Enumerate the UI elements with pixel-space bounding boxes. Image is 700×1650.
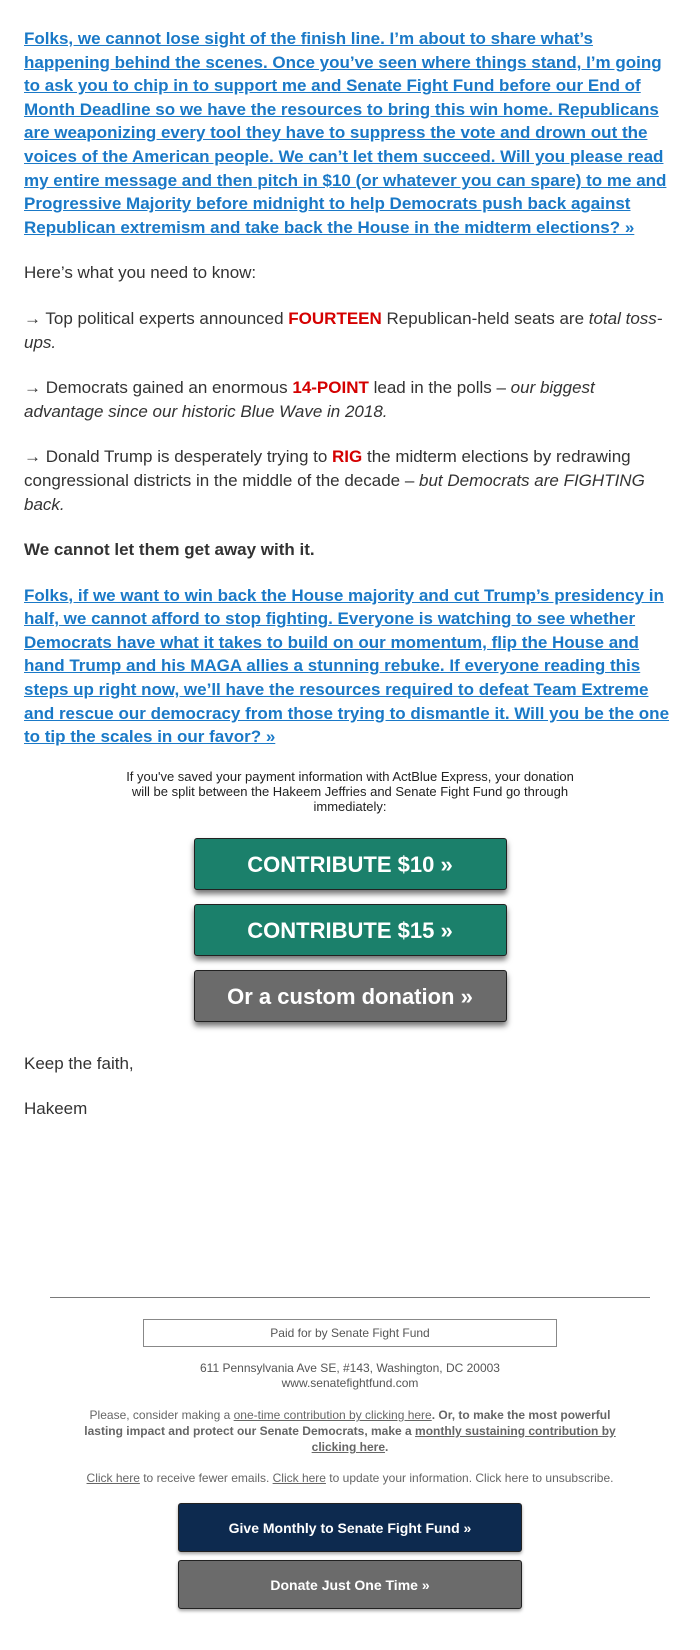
point-2-before: → Democrats gained an enormous [24,378,293,398]
point-3-highlight: RIG [332,447,363,467]
need-to-know-text: Here’s what you need to know: [24,263,257,283]
ask-mid: . Or, to make the most powerful lasting impact and protect our Senate Democrats, make a [84,1408,611,1438]
point-2-highlight: 14-POINT [292,378,369,398]
point-3-before: → Donald Trump is desperately trying to [24,447,333,467]
point-3-after: the midterm elections by redrawing congressional districts in the middle of the decade – [24,447,631,490]
email-body [24,27,676,1121]
donate-one-time-button[interactable]: Donate Just One Time » [178,1560,522,1609]
signoff-text: Keep the faith, [24,1053,134,1073]
footer-address-block [50,1361,650,1391]
cannot-let-them-text: We cannot let them get away with it. [24,540,315,560]
point-2-after: lead in the polls – [368,378,511,398]
fewer-emails-link[interactable]: Click here [86,1471,140,1485]
give-monthly-button[interactable]: Give Monthly to Senate Fight Fund » [178,1503,522,1552]
point-1-after: Republican-held seats are [381,308,589,328]
ask-end: . [385,1440,389,1454]
ask-prefix: Please, consider making a [89,1408,234,1422]
paid-for-box: Paid for by Senate Fight Fund [143,1319,557,1347]
contribute-10-button[interactable]: CONTRIBUTE $10 » [194,838,507,890]
point-2-italic: our biggest advantage since our historic Blue Wave in 2018. [24,378,595,421]
point-1-italic: total toss-ups. [24,308,663,352]
point-3-italic: but Democrats are FIGHTING back. [24,470,645,514]
point-1-highlight: FOURTEEN [288,308,382,328]
custom-donation-button[interactable]: Or a custom donation » [194,970,507,1022]
footer-website: www.senatefightfund.com [281,1376,419,1390]
update-info-text: to update your information. Click here to unsubscribe. [325,1471,614,1485]
monthly-contribution-link[interactable]: monthly sustaining contribution by clicking here [311,1424,616,1454]
one-time-contribution-link[interactable]: one-time contribution by clicking here [233,1408,432,1422]
footer-address: 611 Pennsylvania Ave SE, #143, Washington, DC 20003 [200,1361,500,1375]
point-rig-midterms [24,445,676,516]
second-donate-link[interactable]: Folks, if we want to win back the House majority and cut Trump’s presidency in half, we cannot afford to stop fighting. Everyone is watching to see whether Democrats have what it takes to build on our momentum, flip the House and hand Trump and his MAGA allies a stunning rebuke. If everyone reading this steps up right now, we’ll have the resources required to defeat Team Extreme and rescue our democracy from those trying to dismantle it. Will you be the one to tip the scales in our favor? » [24,585,670,747]
point-fourteen-point-lead [24,376,676,423]
signature-text: Hakeem [24,1099,88,1119]
footer-divider [50,1297,650,1298]
point-1-before: → Top political experts announced [24,308,289,328]
email-preferences-line [50,1471,650,1486]
update-info-link[interactable]: Click here [272,1471,326,1485]
point-fourteen-seats [24,307,676,354]
footer-contribution-ask [70,1407,630,1455]
email-footer [50,1297,650,1609]
actblue-express-note: If you've saved your payment information with ActBlue Express, your donation will be split between the Hakeem Jeffries and Senate Fight Fund go through immediately: [126,768,574,814]
contribute-15-button[interactable]: CONTRIBUTE $15 » [194,904,507,956]
fewer-emails-text: to receive fewer emails. [139,1471,273,1485]
intro-donate-link[interactable]: Folks, we cannot lose sight of the finish line. I’m about to share what’s happening behind the scenes. Once you’ve seen where things stand, I’m going to ask you to chip in to support me and Senate Fight Fund before our End of Month Deadline so we have the resources to bring this win home. Republicans are weaponizing every tool they have to suppress the vote and drown out the voices of the American people. We can’t let them succeed. Will you please read my entire message and then pitch in $10 (or whatever you can spare) to me and Progressive Majority before midnight to help Democrats push back against Republican extremism and take back the House in the midterm elections? » [24,29,667,237]
